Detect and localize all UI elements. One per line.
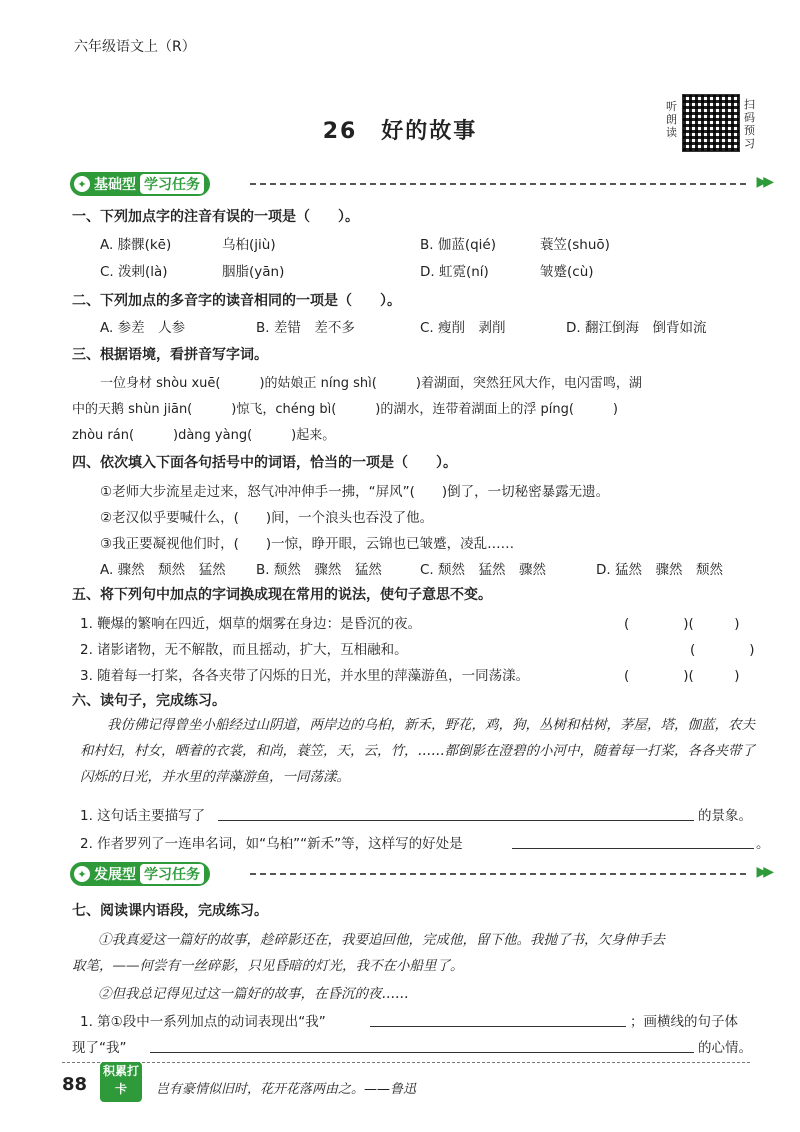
footer-badge: 积累打卡 (100, 1062, 142, 1102)
divider (250, 873, 746, 875)
q1-option-d1: D. 虹霓(ní) (420, 264, 489, 280)
q4-sentence-2: ②老汉似乎要喊什么，( )间，一个浪头也吞没了他。 (100, 510, 434, 526)
qr-code-icon[interactable] (682, 94, 740, 152)
q1-option-b1: B. 伽蓝(qié) (420, 237, 497, 253)
q6-item-1: 1. 这句话主要描写了 (80, 808, 206, 824)
q4-sentence-3: ③我正要凝视他们时，( )一惊，睁开眼，云锦也已皱蹙，凌乱…… (100, 536, 515, 552)
question-1-title: 一、下列加点字的注音有误的一项是（ ）。 (72, 209, 359, 225)
section-banner-basic (70, 172, 770, 196)
q5-sentence-2: 2. 诸影诸物，无不解散，而且摇动，扩大，互相融和。 (80, 642, 408, 658)
q7-item-1b-end: 的心情。 (698, 1040, 752, 1056)
q1-option-a2: 乌桕(jiù) (222, 237, 276, 253)
q6-passage: 我仿佛记得曾坐小船经过山阴道，两岸边的乌桕，新禾，野花，鸡，狗，丛树和枯树，茅屋，塔，伽蓝，农夫和村妇，村女，晒着的衣裳，和尚，蓑笠，天，云，竹，……都倒影在澄碧的小河中，随着每一打桨，各各夹带了闪烁的日光，并水里的萍藻游鱼，一同荡漾。 (80, 717, 755, 785)
q4-option-b: B. 颓然 骤然 猛然 (256, 562, 382, 578)
q4-option-a: A. 骤然 颓然 猛然 (100, 562, 226, 578)
q5-sentence-3: 3. 随着每一打桨，各各夹带了闪烁的日光，并水里的萍藻游鱼，一同荡漾。 (80, 668, 530, 684)
footer-quote: 岂有豪情似旧时，花开花落两由之。——鲁迅 (156, 1082, 417, 1097)
q4-option-d: D. 猛然 骤然 颓然 (596, 562, 723, 578)
section-banner-development (70, 862, 770, 886)
q1-option-c2: 胭脂(yān) (222, 264, 285, 280)
q1-option-a1: A. 膝髁(kē) (100, 237, 172, 253)
question-7-title: 七、阅读课内语段，完成练习。 (72, 903, 268, 919)
lightbulb-icon: ✦ (74, 176, 90, 192)
q3-line-1: 一位身材 shòu xuē( )的姑娘正 níng shì( )着湖面，突然狂风大作，电闪雷鸣，湖 (100, 376, 642, 391)
q6-item-2-end: 。 (756, 836, 770, 852)
q1-option-d2: 皱蹙(cù) (540, 264, 594, 280)
question-4-title: 四、依次填入下面各句括号中的词语，恰当的一项是（ ）。 (72, 455, 457, 471)
q4-sentence-1: ①老师大步流星走过来，怒气冲冲伸手一拂，“屏风”( )倒了，一切秘密暴露无遗。 (100, 484, 610, 500)
q7-paragraph-1a: ①我真爱这一篇好的故事，趁碎影还在，我要追回他，完成他，留下他。我抛了书，欠身伸手去 (98, 932, 665, 948)
qr-label-right: 扫码预习 (744, 98, 757, 150)
q7-item-1: 1. 第①段中一系列加点的动词表现出“我” (80, 1014, 326, 1030)
section-task: 学习任务 (140, 864, 204, 884)
q7-answer-line-1[interactable] (370, 1010, 626, 1027)
q5-sentence-1: 1. 鞭爆的繁响在四近，烟草的烟雾在身边：是昏沉的夜。 (80, 616, 422, 632)
q2-option-d: D. 翻江倒海 倒背如流 (566, 320, 707, 336)
qr-label-left: 听朗读 (666, 100, 677, 139)
section-type: 基础型 (94, 177, 136, 193)
question-5-title: 五、将下列句中加点的字词换成现在常用的说法，使句子意思不变。 (72, 587, 492, 603)
section-task: 学习任务 (140, 174, 204, 194)
q6-item-1-end: 的景象。 (698, 808, 752, 824)
divider (250, 183, 746, 185)
question-6-title: 六、读句子，完成练习。 (72, 693, 226, 709)
q2-option-c: C. 瘦削 剥削 (420, 320, 506, 336)
q6-answer-line-2[interactable] (512, 832, 754, 849)
question-2-title: 二、下列加点的多音字的读音相同的一项是（ ）。 (72, 293, 401, 309)
q1-option-c1: C. 泼剌(là) (100, 264, 168, 280)
section-badge (70, 172, 210, 196)
page-number: 88 (62, 1074, 88, 1095)
q7-item-1b: 现了“我” (72, 1040, 127, 1056)
arrow-right-icon: ▶▶ (756, 174, 770, 190)
q1-option-b2: 蓑笠(shuō) (540, 237, 610, 253)
q3-line-2: 中的天鹅 shùn jiān( )惊飞，chéng bì( )的湖水，连带着湖面上的浮 píng( ) (72, 402, 618, 417)
lightbulb-icon: ✦ (74, 866, 90, 882)
q5-answer-2[interactable]: ( ) (690, 642, 755, 658)
q2-option-b: B. 差错 差不多 (256, 320, 355, 336)
header-label: 六年级语文上（R） (74, 39, 196, 55)
footer-divider (62, 1062, 750, 1063)
q5-answer-1[interactable]: ( )( ) (624, 616, 740, 632)
page-title: 26 好的故事 (322, 119, 478, 144)
section-badge (70, 862, 210, 886)
q4-option-c: C. 颓然 猛然 骤然 (420, 562, 547, 578)
question-3-title: 三、根据语境，看拼音写字词。 (72, 347, 268, 363)
q7-item-1-end: ；画横线的句子体 (630, 1014, 738, 1030)
q3-line-3: zhòu rán( )dàng yàng( )起来。 (72, 428, 336, 443)
section-type: 发展型 (94, 867, 136, 883)
q7-paragraph-2: ②但我总记得见过这一篇好的故事，在昏沉的夜…… (98, 986, 409, 1002)
q2-option-a: A. 参差 人参 (100, 320, 186, 336)
q5-answer-3[interactable]: ( )( ) (624, 668, 740, 684)
q7-paragraph-1b: 取笔，——何尝有一丝碎影，只见昏暗的灯光，我不在小船里了。 (72, 958, 464, 974)
q7-answer-line-2[interactable] (150, 1036, 694, 1053)
arrow-right-icon: ▶▶ (756, 864, 770, 880)
q6-answer-line-1[interactable] (218, 804, 694, 821)
q6-item-2: 2. 作者罗列了一连串名词，如“乌桕”“新禾”等，这样写的好处是 (80, 836, 463, 852)
